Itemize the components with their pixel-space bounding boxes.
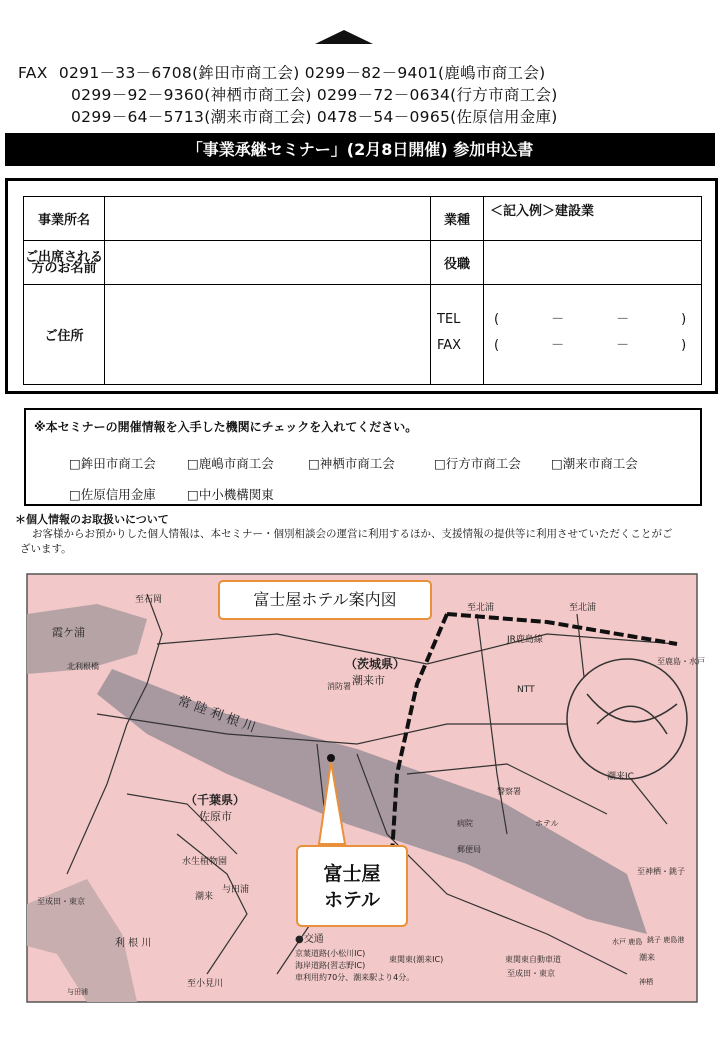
hotel-marker-icon xyxy=(327,754,335,762)
fax-line-2: 0299－92－9360(神栖市商工会) 0299－72－0634(行方市商工会) xyxy=(71,86,558,104)
label-mito: 水戸 鹿島 xyxy=(612,938,643,946)
label-ntt: NTT xyxy=(517,685,535,695)
attendee-name-label: ご出席される 方のお名前 xyxy=(24,241,105,285)
form-table xyxy=(23,196,702,385)
form-title-banner: 「事業承継セミナー」(2月8日開催) 参加申込書 xyxy=(5,133,715,166)
contact-labels xyxy=(431,285,484,385)
industry-label: 業種 xyxy=(431,197,484,241)
up-arrow-icon xyxy=(315,30,373,44)
label-station: 潮来 xyxy=(195,892,214,902)
checkbox-kashima[interactable]: □鹿嶋市商工会 xyxy=(187,456,274,471)
label-transit-head: ●交通 xyxy=(295,934,324,945)
label-to-kamisu: 至神栖・銚子 xyxy=(637,867,685,876)
fax-prefix: FAX xyxy=(18,64,48,82)
label-yodaura: 与田浦 xyxy=(222,885,250,895)
hotel-map xyxy=(27,574,705,1002)
address-label: ご住所 xyxy=(24,285,105,385)
fax-line-3: 0299－64－5713(潮来市商工会) 0478－54－0965(佐原信用金庫) xyxy=(71,108,558,126)
business-name-field[interactable] xyxy=(105,197,431,241)
fax-numbers-1: 0291－33－6708(鉾田市商工会) 0299－82－9401(鹿嶋市商工会) xyxy=(58,64,546,82)
label-tone: 利 根 川 xyxy=(115,938,152,949)
label-to-omigawa: 至小見川 xyxy=(187,979,224,989)
label-to-kitaura: 至北浦 xyxy=(467,603,495,613)
checkbox-itako[interactable]: □潮来市商工会 xyxy=(551,456,638,471)
label-hitachi-tone: 常 陸 利 根 川 xyxy=(175,693,258,736)
checkbox-sawara-shinkin[interactable]: □佐原信用金庫 xyxy=(69,487,156,502)
label-transit-4: 車利用約70分、潮来駅より4分。 xyxy=(295,973,415,982)
fax-field[interactable]: ( － － ) xyxy=(494,338,687,353)
label-chiba: （千葉県） xyxy=(185,793,246,807)
fax-line-1 xyxy=(18,61,546,83)
label-to-hokota: 至北浦 xyxy=(569,603,597,613)
industry-field[interactable] xyxy=(484,197,702,241)
source-checklist xyxy=(24,408,702,506)
label-police: 警察署 xyxy=(497,787,521,796)
checklist-question: ※本セミナーの開催情報を入手した機関にチェックを入れてください。 xyxy=(34,420,418,434)
itako-ic-inset xyxy=(567,659,687,779)
application-form xyxy=(5,178,718,394)
checkbox-namegata[interactable]: □行方市商工会 xyxy=(434,456,521,471)
label-fire: 消防署 xyxy=(327,682,351,691)
label-aquarium: 水生植物園 xyxy=(182,857,228,867)
contact-fields xyxy=(484,285,702,385)
checkbox-kamisu[interactable]: □神栖市商工会 xyxy=(308,456,395,471)
label-ibaraki: （茨城県） xyxy=(345,657,406,671)
label-post: 郵便局 xyxy=(457,845,481,854)
label-expressway: 東関東自動車道 xyxy=(505,955,561,964)
tel-field[interactable]: ( － － ) xyxy=(494,312,687,327)
label-kamisu: 神栖 xyxy=(639,978,653,986)
label-yodaura2: 与田浦 xyxy=(67,988,88,996)
label-jr: JR鹿島線 xyxy=(507,635,543,645)
label-sawara: 佐原市 xyxy=(199,810,232,823)
attendee-name-field[interactable] xyxy=(105,241,431,285)
label-to-narita: 至成田・東京 xyxy=(37,897,85,906)
label-itako-ic: 潮来IC xyxy=(607,772,634,782)
industry-example: ＜記入例＞建設業 xyxy=(490,204,595,219)
position-label: 役職 xyxy=(431,241,484,285)
privacy-heading: ＊個人情報のお取扱いについて xyxy=(15,513,169,526)
tel-label: TEL xyxy=(437,312,461,327)
fax-label: FAX xyxy=(437,338,462,353)
business-name-label: 事業所名 xyxy=(24,197,105,241)
label-transit-3: 東関東(潮来IC) xyxy=(389,955,444,964)
label-to-kashima: 至鹿島・水戸 xyxy=(657,657,705,666)
privacy-text: お客様からお預かりした個人情報は、本セミナー・個別相談会の運営に利用するほか、支援情報の提供等に利用させていただくことがございます。 xyxy=(20,528,673,555)
label-choshi: 銚子 鹿島港 xyxy=(647,936,685,944)
address-field[interactable] xyxy=(105,285,431,385)
hotel-name-1: 富士屋 xyxy=(323,863,381,885)
hotel-name-2: ホテル xyxy=(323,889,381,911)
label-itako-city: 潮来市 xyxy=(352,674,385,687)
label-transit-2: 海岸道路(習志野IC) xyxy=(295,961,366,970)
hotel-callout xyxy=(296,845,408,927)
label-hospital: 病院 xyxy=(457,819,473,828)
label-kasumigaura: 霞ケ浦 xyxy=(52,626,85,639)
checkbox-smrj-kanto[interactable]: □中小機構関東 xyxy=(187,487,274,502)
label-hall: ホテル xyxy=(535,819,559,828)
checkbox-hokota[interactable]: □鉾田市商工会 xyxy=(69,456,156,471)
label-expressway-to: 至成田・東京 xyxy=(507,969,555,978)
label-transit-1: 京葉道路(小松川IC) xyxy=(295,949,366,958)
label-station2: 潮来 xyxy=(639,953,655,962)
label-kitatone: 北利根橋 xyxy=(67,662,99,671)
label-to-ishioka: 至石岡 xyxy=(135,595,163,605)
map-title: 富士屋ホテル案内図 xyxy=(218,580,432,620)
position-field[interactable] xyxy=(484,241,702,285)
